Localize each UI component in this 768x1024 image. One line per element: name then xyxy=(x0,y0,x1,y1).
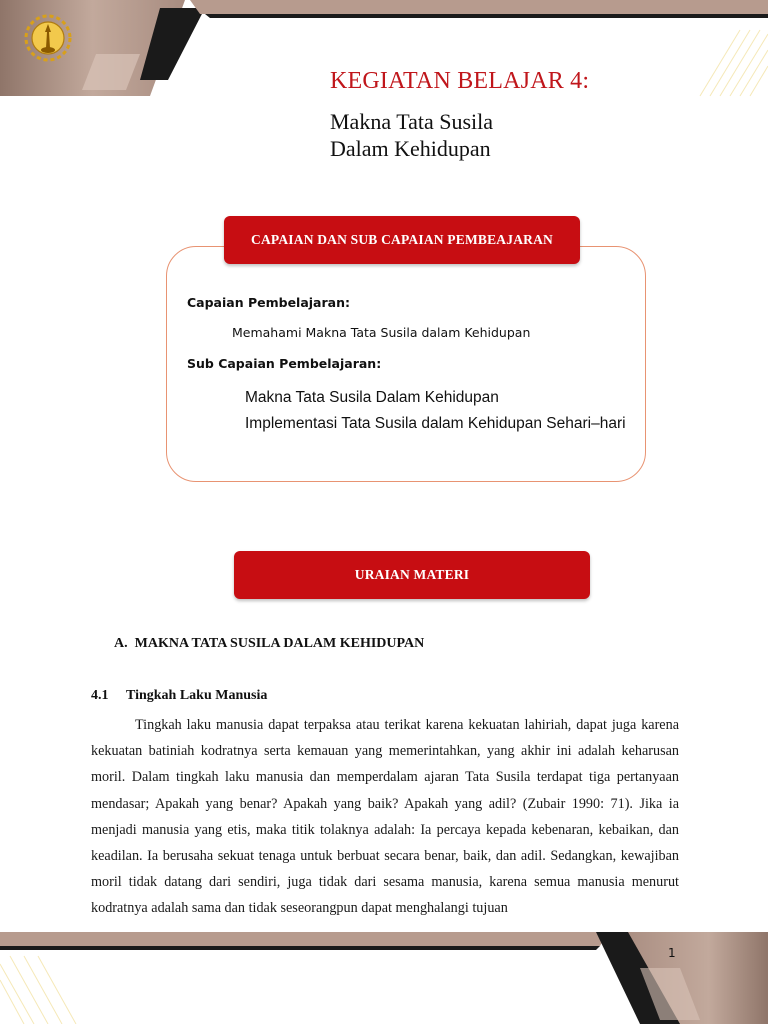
university-seal-icon xyxy=(20,10,76,66)
sub-capaian-label: Sub Capaian Pembelajaran: xyxy=(187,356,382,371)
lesson-subtitle xyxy=(330,108,493,162)
lesson-subtitle-line: Makna Tata Susila xyxy=(330,109,494,134)
section-41-heading xyxy=(91,688,267,704)
section-a-marker: A. xyxy=(114,636,128,651)
capaian-value: Memahami Makna Tata Susila dalam Kehidupan xyxy=(232,325,531,340)
capaian-banner: CAPAIAN DAN SUB CAPAIAN PEMBEAJARAN xyxy=(224,216,580,264)
body-paragraph xyxy=(91,712,679,922)
section-a-heading xyxy=(114,636,424,652)
capaian-label: Capaian Pembelajaran: xyxy=(187,295,350,310)
section-a-title: MAKNA TATA SUSILA DALAM KEHIDUPAN xyxy=(134,636,425,651)
page-number: 1 xyxy=(668,946,676,960)
lesson-subtitle-line: Dalam Kehidupan xyxy=(330,136,491,161)
section-41-number: 4.1 xyxy=(91,688,109,703)
paragraph-text: Tingkah laku manusia dapat terpaksa atau terikat karena kekuatan lahiriah, dapat juga karena kekuatan batiniah kodratnya serta kemauan yang memerintahkan, yang akhir ini adalah keharusan moril. Dalam tingkah laku manusia dan memperdalam ajaran Tata Susila terdapat tiga pertanyaan mendasar; Apakah yang benar? Apakah yang baik? Apakah yang adil? (Zubair 1990: 71). Jika ia menjadi manusia yang etis, maka titik tolaknya adalah: Ia percaya kepada kebenaran, kebaikan, dan keadilan. Ia berusaha sekuat tenaga untuk berbuat secara benar, baik, dan adil. Sedangkan, kewajiban moril tidak datang dari sendiri, juga tidak dari sesama manusia, karena semua manusia menurut kodratnya adalah sama dan tidak seseorangpun dapat menghalangi tujuan xyxy=(91,717,679,917)
lesson-title: KEGIATAN BELAJAR 4: xyxy=(330,68,590,94)
uraian-banner: URAIAN MATERI xyxy=(234,551,590,599)
sub-capaian-item: Makna Tata Susila Dalam Kehidupan xyxy=(245,389,499,406)
sub-capaian-item: Implementasi Tata Susila dalam Kehidupan Sehari–hari xyxy=(245,415,626,432)
sub-capaian-list xyxy=(245,385,626,437)
footer-decoration xyxy=(0,920,768,1024)
section-41-title: Tingkah Laku Manusia xyxy=(126,688,268,703)
